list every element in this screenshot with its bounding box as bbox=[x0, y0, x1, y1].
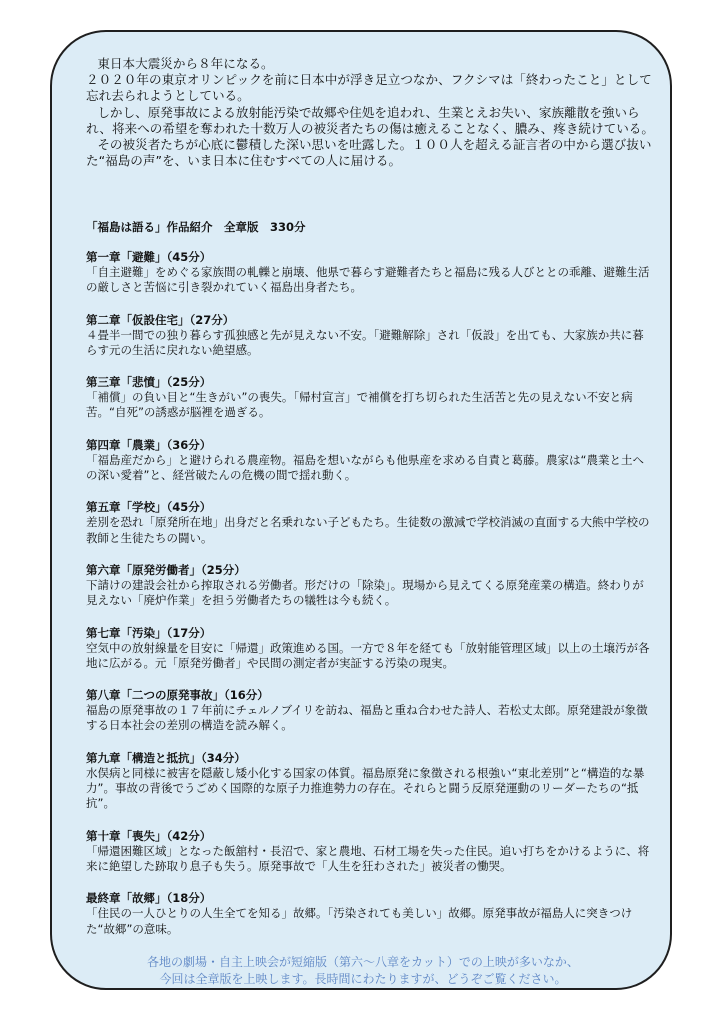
chapter-title: 第二章「仮設住宅」（27分） bbox=[86, 312, 235, 327]
chapter-description: 福島の原発事故の１７年前にチェルノブイリを訪ね、福島と重ね合わせた詩人、若松丈太郎。原発建設が象徴する日本社会の差別の構造を読み解く。 bbox=[86, 703, 648, 733]
chapter-description: 「福島産だから」と避けられる農産物。福島を想いながらも他県産を求める自責と葛藤。農家は“農業と土への深い愛着”と、経営破たんの危機の間で揺れ動く。 bbox=[86, 452, 644, 483]
chapter-item bbox=[86, 751, 652, 812]
chapter-title: 第三章「悲憤」（25分） bbox=[86, 375, 212, 390]
chapter-title: 第九章「構造と抵抗」（34分） bbox=[86, 750, 246, 765]
intro-paragraph: 東日本大震災から８年になる。 bbox=[97, 56, 274, 71]
chapter-item bbox=[86, 438, 652, 484]
chapter-item bbox=[86, 313, 652, 359]
chapter-item bbox=[86, 688, 652, 734]
chapter-description: 差別を恐れ「原発所在地」出身だと名乗れない子どもたち。生徒数の激減で学校消滅の直面する大熊中学校の教師と生徒たちの闘い。 bbox=[86, 515, 650, 545]
chapter-title: 第一章「避難」（45分） bbox=[86, 250, 212, 264]
chapter-item bbox=[86, 891, 652, 937]
summary-title: 「福島は語る」作品紹介 全章版 330分 bbox=[86, 220, 306, 234]
chapter-description: 「帰還困難区域」となった飯舘村・長沼で、家と農地、石材工場を失った住民。追い打ちをかけるように、将来に絶望した跡取り息子も失う。原発事故で「人生を狂わされた」被災者の慟哭。 bbox=[86, 843, 650, 873]
screening-note bbox=[72, 954, 654, 988]
chapter-list bbox=[86, 250, 652, 954]
chapter-title: 第十章「喪失」（42分） bbox=[86, 828, 212, 843]
chapter-description: 「住民の一人ひとりの人生全てを知る」故郷。「汚染されても美しい」故郷。原発事故が福島人に突きつけた“故郷”の意味。 bbox=[86, 906, 633, 936]
chapter-item bbox=[86, 563, 652, 609]
chapter-item bbox=[86, 829, 652, 875]
intro-paragraph: その被災者たちが心底に鬱積した深い思いを吐露した。１００人を超える証言者の中から選び抜いた“福島の声”を、いま日本に住むすべての人に届ける。 bbox=[86, 137, 652, 169]
chapter-description: 「自主避難」をめぐる家族間の軋轢と崩壊、他県で暮らす避難者たちと福島に残る人びととの乖離、避難生活の厳しさと苦悩に引き裂かれていく福島出身者たち。 bbox=[86, 265, 650, 295]
chapter-item bbox=[86, 375, 652, 421]
intro-text bbox=[86, 56, 656, 169]
chapter-description: 下請けの建設会社から搾取される労働者。形だけの「除染」。現場から見えてくる原発産業の構造。終わりが見えない「廃炉作業」を担う労働者たちの犠牲は今も続く。 bbox=[86, 577, 644, 608]
chapter-title: 第五章「学校」（45分） bbox=[86, 500, 212, 515]
screening-note-line: 各地の劇場・自主上映会が短縮版（第六〜八章をカット）での上映が多いなか、 bbox=[147, 955, 579, 969]
intro-paragraph: しかし、原発事故による放射能汚染で故郷や住処を追われ、生業とえお失い、家族離散を強いられ、将来への希望を奪われた十数万人の被災者たちの傷は癒えることなく、膿み、疼き続けている。 bbox=[86, 104, 654, 136]
chapter-title: 第六章「原発労働者」（25分） bbox=[86, 562, 246, 577]
chapter-description: 水俣病と同様に被害を隠蔽し矮小化する国家の体質。福島原発に象徴される根強い“東北差別”と“構造的な暴力”。事故の背後でうごめく国際的な原子力推進勢力の存在。それらと闘う反原発運動のリーダーたちの“抵抗”。 bbox=[86, 765, 645, 811]
chapter-item bbox=[86, 500, 652, 546]
chapter-item bbox=[86, 626, 652, 672]
intro-paragraph: ２０２０年の東京オリンピックを前に日本中が浮き足立つなか、フクシマは「終わったこと」として忘れ去られようとしている。 bbox=[86, 72, 652, 104]
chapter-item bbox=[86, 250, 652, 296]
chapter-title: 第七章「汚染」（17分） bbox=[86, 625, 212, 640]
chapter-title: 最終章「故郷」（18分） bbox=[86, 891, 212, 906]
flyer-panel bbox=[50, 30, 672, 990]
chapter-title: 第八章「二つの原発事故」（16分） bbox=[86, 688, 269, 703]
chapter-description: 「補償」の負い目と“生きがい”の喪失。「帰村宣言」で補償を打ち切られた生活苦と先の見えない不安と病苦。“自死”の誘惑が脳裡を過ぎる。 bbox=[86, 390, 633, 420]
chapter-title: 第四章「農業」（36分） bbox=[86, 437, 212, 452]
screening-note-line: 今回は全章版を上映します。長時間にわたりますが、どうぞご覧ください。 bbox=[159, 972, 567, 986]
chapter-description: 空気中の放射線量を目安に「帰還」政策進める国。一方で８年を経ても「放射能管理区域」以上の土壌汚が各地に広がる。元「原発労働者」や民間の測定者が実証する汚染の現実。 bbox=[86, 640, 650, 670]
chapter-description: ４畳半一間での独り暮らす孤独感と先が見えない不安。「避難解除」され「仮設」を出ても、大家族か共に暮らす元の生活に戻れない絶望感。 bbox=[86, 327, 644, 357]
